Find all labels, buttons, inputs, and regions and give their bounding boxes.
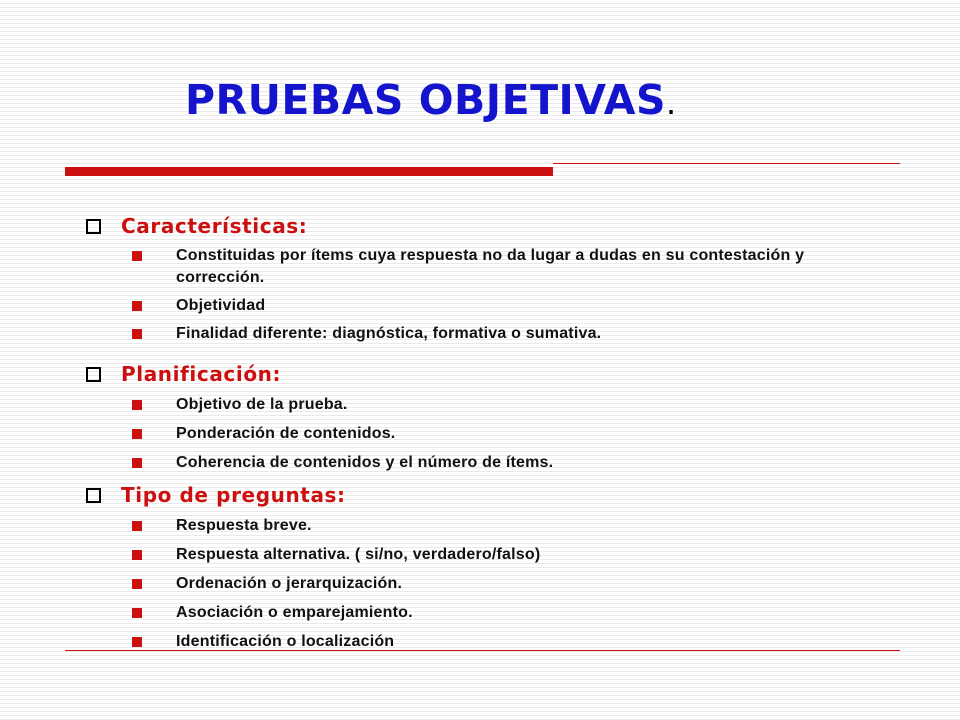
square-bullet-icon [132, 301, 142, 311]
square-bullet-icon [132, 579, 142, 589]
list-item [86, 515, 856, 537]
section-title: Tipo de preguntas: [121, 483, 346, 507]
section-caracteristicas [86, 211, 856, 345]
square-bullet-icon [132, 637, 142, 647]
section-planificacion [86, 359, 856, 474]
list-item [86, 323, 856, 345]
list-item [86, 544, 856, 566]
list-item [86, 452, 856, 474]
square-bullet-icon [132, 521, 142, 531]
bottom-rule [65, 650, 900, 651]
title-underline-thin [553, 163, 900, 164]
slide-title-dot: . [666, 84, 677, 122]
bullet-list [86, 245, 856, 345]
list-item-text: Coherencia de contenidos y el número de ítems. [176, 454, 554, 471]
slide-title-text: PRUEBAS OBJETIVAS [185, 76, 667, 124]
section-heading [86, 359, 856, 389]
hollow-square-bullet-icon [86, 219, 101, 234]
list-item-text: Finalidad diferente: diagnóstica, formativa o sumativa. [176, 325, 602, 342]
section-heading [86, 480, 856, 510]
list-item-text: Identificación o localización [176, 633, 395, 650]
square-bullet-icon [132, 251, 142, 261]
section-title: Características: [121, 214, 308, 238]
list-item-text: Constituidas por ítems cuya respuesta no da lugar a dudas en su contestación y corrección. [176, 247, 805, 286]
list-item [86, 573, 856, 595]
list-item [86, 245, 856, 289]
section-heading [86, 211, 856, 241]
list-item [86, 602, 856, 624]
section-tipo-de-preguntas [86, 480, 856, 653]
list-item-text: Objetivo de la prueba. [176, 396, 348, 413]
slide-title [185, 76, 677, 124]
square-bullet-icon [132, 329, 142, 339]
square-bullet-icon [132, 458, 142, 468]
list-item-text: Respuesta alternativa. ( si/no, verdadero/falso) [176, 546, 541, 563]
list-item-text: Asociación o emparejamiento. [176, 604, 413, 621]
list-item-text: Ponderación de contenidos. [176, 425, 396, 442]
square-bullet-icon [132, 400, 142, 410]
list-item [86, 295, 856, 317]
square-bullet-icon [132, 550, 142, 560]
hollow-square-bullet-icon [86, 367, 101, 382]
bullet-list [86, 515, 856, 653]
square-bullet-icon [132, 608, 142, 618]
list-item-text: Ordenación o jerarquización. [176, 575, 403, 592]
list-item [86, 394, 856, 416]
list-item [86, 423, 856, 445]
section-title: Planificación: [121, 362, 282, 386]
list-item-text: Respuesta breve. [176, 517, 312, 534]
bullet-list [86, 394, 856, 474]
square-bullet-icon [132, 429, 142, 439]
hollow-square-bullet-icon [86, 488, 101, 503]
list-item-text: Objetividad [176, 297, 266, 314]
title-underline-thick [65, 167, 553, 176]
